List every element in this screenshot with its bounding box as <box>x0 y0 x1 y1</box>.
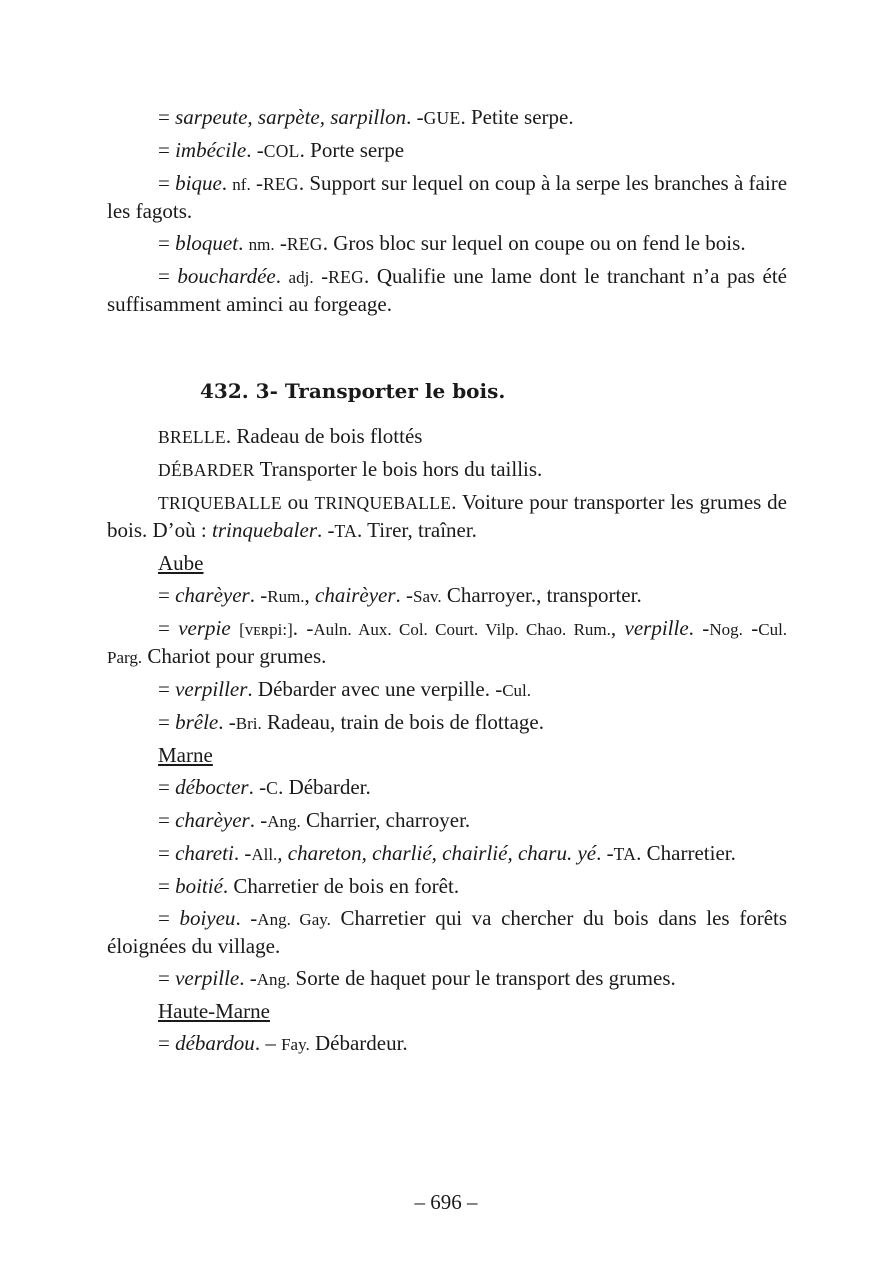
entry-word: sarpeute, sarpète, sarpillon <box>175 105 407 129</box>
entry-word: bique <box>175 171 222 195</box>
entry-word: boitié <box>175 874 223 898</box>
entry-definition: . Support sur lequel on coup à la serpe les branches à faire les fagots. <box>107 171 788 223</box>
entry-brelle <box>107 423 787 451</box>
entry-source: Rum. <box>267 587 305 606</box>
entry-text: . - <box>249 583 268 607</box>
entry-text: = <box>158 1031 176 1055</box>
entry-source: Bri. <box>235 714 262 733</box>
entry-chareyer-marne <box>107 807 787 835</box>
entry-word: boiyeu <box>179 906 236 930</box>
entry-text <box>231 616 239 640</box>
entry-word: bouchardée <box>177 264 276 288</box>
entry-source: REG <box>328 267 365 287</box>
entry-sarpeute <box>107 104 787 132</box>
entry-text: . - <box>233 841 252 865</box>
entry-source: COL <box>263 141 300 161</box>
page-body <box>107 104 787 1058</box>
entry-word: chairèyer <box>315 583 396 607</box>
entry-phonetic: [vᴇʀpi:] <box>239 620 293 639</box>
entry-definition: . Charretier. <box>636 841 736 865</box>
entry-text: = <box>158 808 176 832</box>
entry-text: = <box>158 105 176 129</box>
entry-definition: Charretier qui va chercher du bois dans les forêts éloignées du village. <box>107 906 788 958</box>
entry-word: verpille <box>175 966 240 990</box>
entry-definition: Charrier, charroyer. <box>300 808 471 832</box>
entry-imbecile <box>107 137 787 165</box>
entry-text: = <box>158 874 176 898</box>
entry-text: = <box>158 583 176 607</box>
region-haute-marne <box>107 998 787 1025</box>
entry-source: Cul. <box>502 681 531 700</box>
entry-headword: TRIQUEBALLE <box>158 493 282 513</box>
entry-word: débocter <box>175 775 249 799</box>
entry-text: . - <box>246 138 264 162</box>
entry-definition: Radeau, train de bois de flottage. <box>261 710 544 734</box>
entry-text: = <box>158 710 176 734</box>
entry-word: verpie <box>178 616 231 640</box>
entry-boiyeu <box>107 905 787 960</box>
entry-text: = <box>158 138 176 162</box>
entry-text: . - <box>317 518 335 542</box>
region-label: Marne <box>158 743 213 767</box>
entry-text: = <box>158 616 179 640</box>
entry-chareyer-aube <box>107 582 787 610</box>
entry-source: All. <box>251 845 278 864</box>
entry-source: C <box>266 778 279 798</box>
entry-text: = <box>158 966 176 990</box>
entry-definition: . Gros bloc sur lequel on coupe ou on fend le bois. <box>322 231 746 255</box>
entry-word: charèyer <box>175 583 250 607</box>
entry-text: - <box>313 264 329 288</box>
entry-word: trinquebaler <box>212 518 317 542</box>
entry-definition: Chariot pour grumes. <box>142 644 327 668</box>
entry-definition: . Qualifie une lame dont le tranchant n’a pas été suffisamment aminci au forgeage. <box>107 264 788 316</box>
entry-word: , chareton, charlié, chairlié, charu. yé <box>277 841 597 865</box>
entry-word: débardou <box>175 1031 255 1055</box>
entry-source: TA <box>613 844 637 864</box>
page-number: – 696 – <box>414 1190 478 1214</box>
entry-word: bloquet <box>175 231 239 255</box>
entry-source: Cul. Parg. <box>107 620 788 667</box>
entry-chareti <box>107 840 787 868</box>
entry-text: - <box>742 616 759 640</box>
region-aube <box>107 550 787 577</box>
entry-text: . - <box>596 841 614 865</box>
entry-bouchardee <box>107 263 787 318</box>
entry-headword: TRINQUEBALLE <box>314 493 452 513</box>
entry-text: = <box>158 231 176 255</box>
entry-grammar: nm. <box>248 235 275 254</box>
entry-text: . - <box>395 583 414 607</box>
entry-text: . - <box>688 616 710 640</box>
entry-source: Nog. <box>709 620 743 639</box>
entry-definition: . Voiture pour transporter les grumes de bois. D’où : <box>107 490 787 542</box>
entry-source: GUE <box>423 108 461 128</box>
region-marne <box>107 742 787 769</box>
entry-definition: . Charretier de bois en forêt. <box>222 874 460 898</box>
region-label: Aube <box>158 551 204 575</box>
entry-text: , <box>304 583 316 607</box>
entry-word: verpille <box>624 616 689 640</box>
entry-definition: Débardeur. <box>309 1031 408 1055</box>
entry-text: = <box>158 906 180 930</box>
entry-source: TA <box>334 521 358 541</box>
entry-text: = <box>158 775 176 799</box>
entry-bique <box>107 170 787 225</box>
entry-source: Auln. Aux. Col. Court. Vilp. Chao. Rum. <box>313 620 611 639</box>
entry-text: = <box>158 264 178 288</box>
entry-debarder <box>107 456 787 484</box>
entry-text: . - <box>249 808 268 832</box>
entry-text: = <box>158 677 176 701</box>
entry-verpie <box>107 615 787 671</box>
entry-source: Ang. <box>267 812 301 831</box>
entry-definition: Transporter le bois hors du taillis. <box>254 457 543 481</box>
entry-source: Ang. Gay. <box>257 910 331 929</box>
entry-source: Ang. <box>256 970 291 989</box>
entry-text: - <box>250 171 263 195</box>
entry-text: . - <box>235 906 258 930</box>
entry-debardou <box>107 1030 787 1058</box>
entry-debocter <box>107 774 787 802</box>
entry-definition: . Petite serpe. <box>460 105 574 129</box>
region-label: Haute-Marne <box>158 999 270 1023</box>
entry-definition: Sorte de haquet pour le transport des grumes. <box>290 966 676 990</box>
entry-grammar: nf. <box>232 175 251 194</box>
entry-triqueballe <box>107 489 787 545</box>
entry-boitie <box>107 873 787 900</box>
entry-definition: . Tirer, traîner. <box>357 518 477 542</box>
entry-text: . <box>238 231 249 255</box>
entry-word: verpiller <box>175 677 248 701</box>
section-heading: 432. 3- Transporter le bois. <box>200 379 506 403</box>
entry-text: . – <box>254 1031 282 1055</box>
entry-word: charèyer <box>175 808 250 832</box>
entry-definition: . Porte serpe <box>299 138 405 162</box>
entry-text: - <box>274 231 287 255</box>
entry-source: Fay. <box>281 1035 310 1054</box>
entry-text: = <box>158 841 176 865</box>
entry-word: imbécile <box>175 138 247 162</box>
entry-text: ou <box>281 490 315 514</box>
entry-source: Sav. <box>413 587 442 606</box>
entry-text: . - <box>239 966 257 990</box>
entry-definition: . Débarder. <box>278 775 371 799</box>
entry-verpille <box>107 965 787 993</box>
entry-definition: . Radeau de bois flottés <box>225 424 423 448</box>
entry-word: brêle <box>175 710 219 734</box>
entry-text: . <box>221 171 233 195</box>
entry-text: . <box>275 264 289 288</box>
entry-verpiller <box>107 676 787 704</box>
entry-brele <box>107 709 787 737</box>
entry-definition: . Débarder avec une verpille. - <box>247 677 503 701</box>
entry-text: . - <box>248 775 267 799</box>
entry-text: = <box>158 171 176 195</box>
entry-grammar: adj. <box>288 268 314 287</box>
entry-headword: DÉBARDER <box>158 460 255 480</box>
entry-text: , <box>610 616 625 640</box>
entry-source: REG <box>262 174 299 194</box>
entry-word: chareti <box>175 841 234 865</box>
entry-bloquet <box>107 230 787 258</box>
entry-source: REG <box>286 234 323 254</box>
entry-headword: BRELLE <box>158 427 226 447</box>
entry-text: . - <box>218 710 236 734</box>
entry-text: . - <box>406 105 424 129</box>
entry-definition: Charroyer., transporter. <box>441 583 642 607</box>
entry-text: . - <box>292 616 314 640</box>
